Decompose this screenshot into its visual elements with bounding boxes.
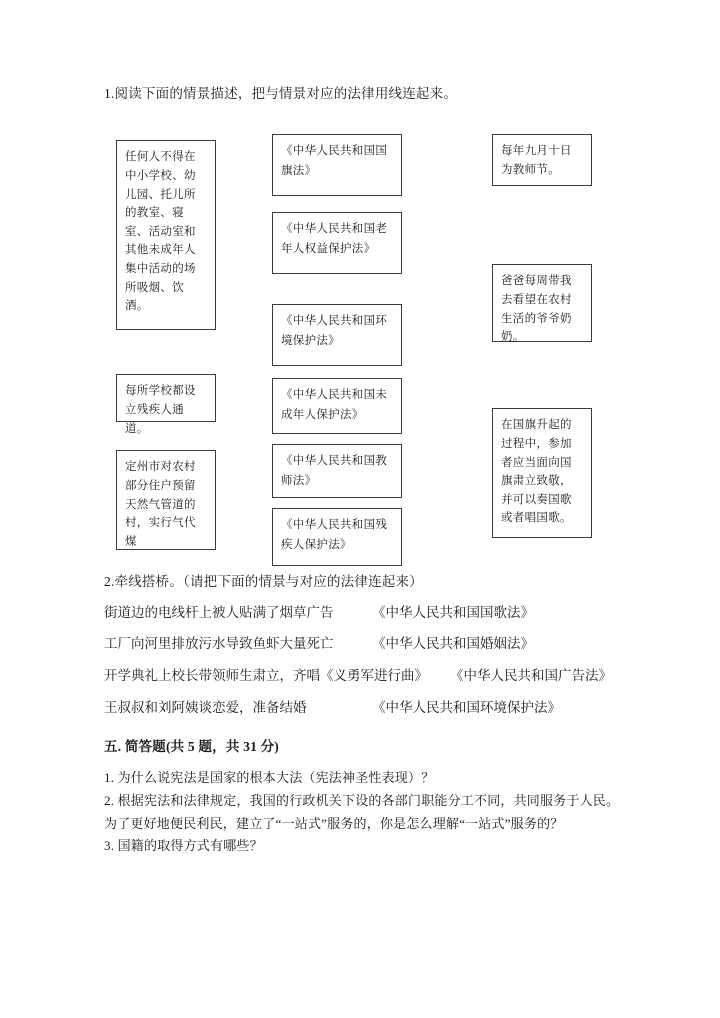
scenario-box-right-3[interactable]: 在国旗升起的过程中，参加者应当面向国旗肃立致敬，并可以奏国歌或者唱国歌。 xyxy=(492,408,592,538)
pair-law: 《中华人民共和国婚姻法》 xyxy=(372,636,534,652)
scenario-box-left-2[interactable]: 每所学校都设立残疾人通道。 xyxy=(116,374,216,422)
section-5-item-2: 2. 根据宪法和法律规定，我国的行政机关下设的各部门职能分工不同，共同服务于人民。为了更好地便民利民，建立了“一站式”服务的，你是怎么理解“一站式”服务的？ xyxy=(104,792,620,831)
pair-scenario: 工厂向河里排放污水导致鱼虾大量死亡 xyxy=(104,636,334,652)
section-5-items xyxy=(104,767,624,858)
pair-row xyxy=(104,666,624,687)
question-2-prompt: 2.牵线搭桥。（请把下面的情景与对应的法律连起来） xyxy=(104,574,423,590)
pair-row xyxy=(104,698,624,719)
scenario-box-left-3[interactable]: 定州市对农村部分住户预留天然气管道的村，实行气代煤 xyxy=(116,450,216,550)
question-1-prompt: 1.阅读下面的情景描述，把与情景对应的法律用线连起来。 xyxy=(104,86,458,101)
law-box-middle-6[interactable]: 《中华人民共和国残疾人保护法》 xyxy=(272,508,402,566)
page-content xyxy=(104,84,624,858)
law-box-middle-3[interactable]: 《中华人民共和国环境保护法》 xyxy=(272,304,402,366)
section-5-item-3: 3. 国籍的取得方式有哪些？ xyxy=(104,838,263,854)
pair-law: 《中华人民共和国广告法》 xyxy=(450,668,612,684)
matching-diagram xyxy=(104,116,624,566)
pair-scenario: 街道边的电线杆上被人贴满了烟草广告 xyxy=(104,604,334,620)
pair-row xyxy=(104,634,624,655)
question-2-pairs xyxy=(104,603,624,720)
pair-law: 《中华人民共和国环境保护法》 xyxy=(372,700,561,716)
law-box-middle-5[interactable]: 《中华人民共和国教师法》 xyxy=(272,444,402,498)
law-box-middle-4[interactable]: 《中华人民共和国未成年人保护法》 xyxy=(272,378,402,434)
section-5-item-1: 1. 为什么说宪法是国家的根本大法（宪法神圣性表现）？ xyxy=(104,770,435,786)
scenario-box-right-2[interactable]: 爸爸每周带我去看望在农村生活的爷爷奶奶。 xyxy=(492,264,592,342)
scenario-box-left-1[interactable]: 任何人不得在中小学校、幼儿园、托儿所的教室、寝室、活动室和其他未成年人集中活动的场所吸烟、饮酒。 xyxy=(116,140,216,330)
pair-scenario: 王叔叔和刘阿姨谈恋爱，准备结婚 xyxy=(104,700,307,716)
pair-scenario: 开学典礼上校长带领师生肃立，齐唱《义勇军进行曲》 xyxy=(104,668,428,684)
section-5-heading: 五. 简答题(共 5 题，共 31 分) xyxy=(104,739,279,755)
pair-row xyxy=(104,603,624,624)
scenario-box-right-1[interactable]: 每年九月十日为教师节。 xyxy=(492,134,592,186)
law-box-middle-1[interactable]: 《中华人民共和国国旗法》 xyxy=(272,134,402,196)
pair-law: 《中华人民共和国国歌法》 xyxy=(372,604,534,620)
law-box-middle-2[interactable]: 《中华人民共和国老年人权益保护法》 xyxy=(272,212,402,274)
